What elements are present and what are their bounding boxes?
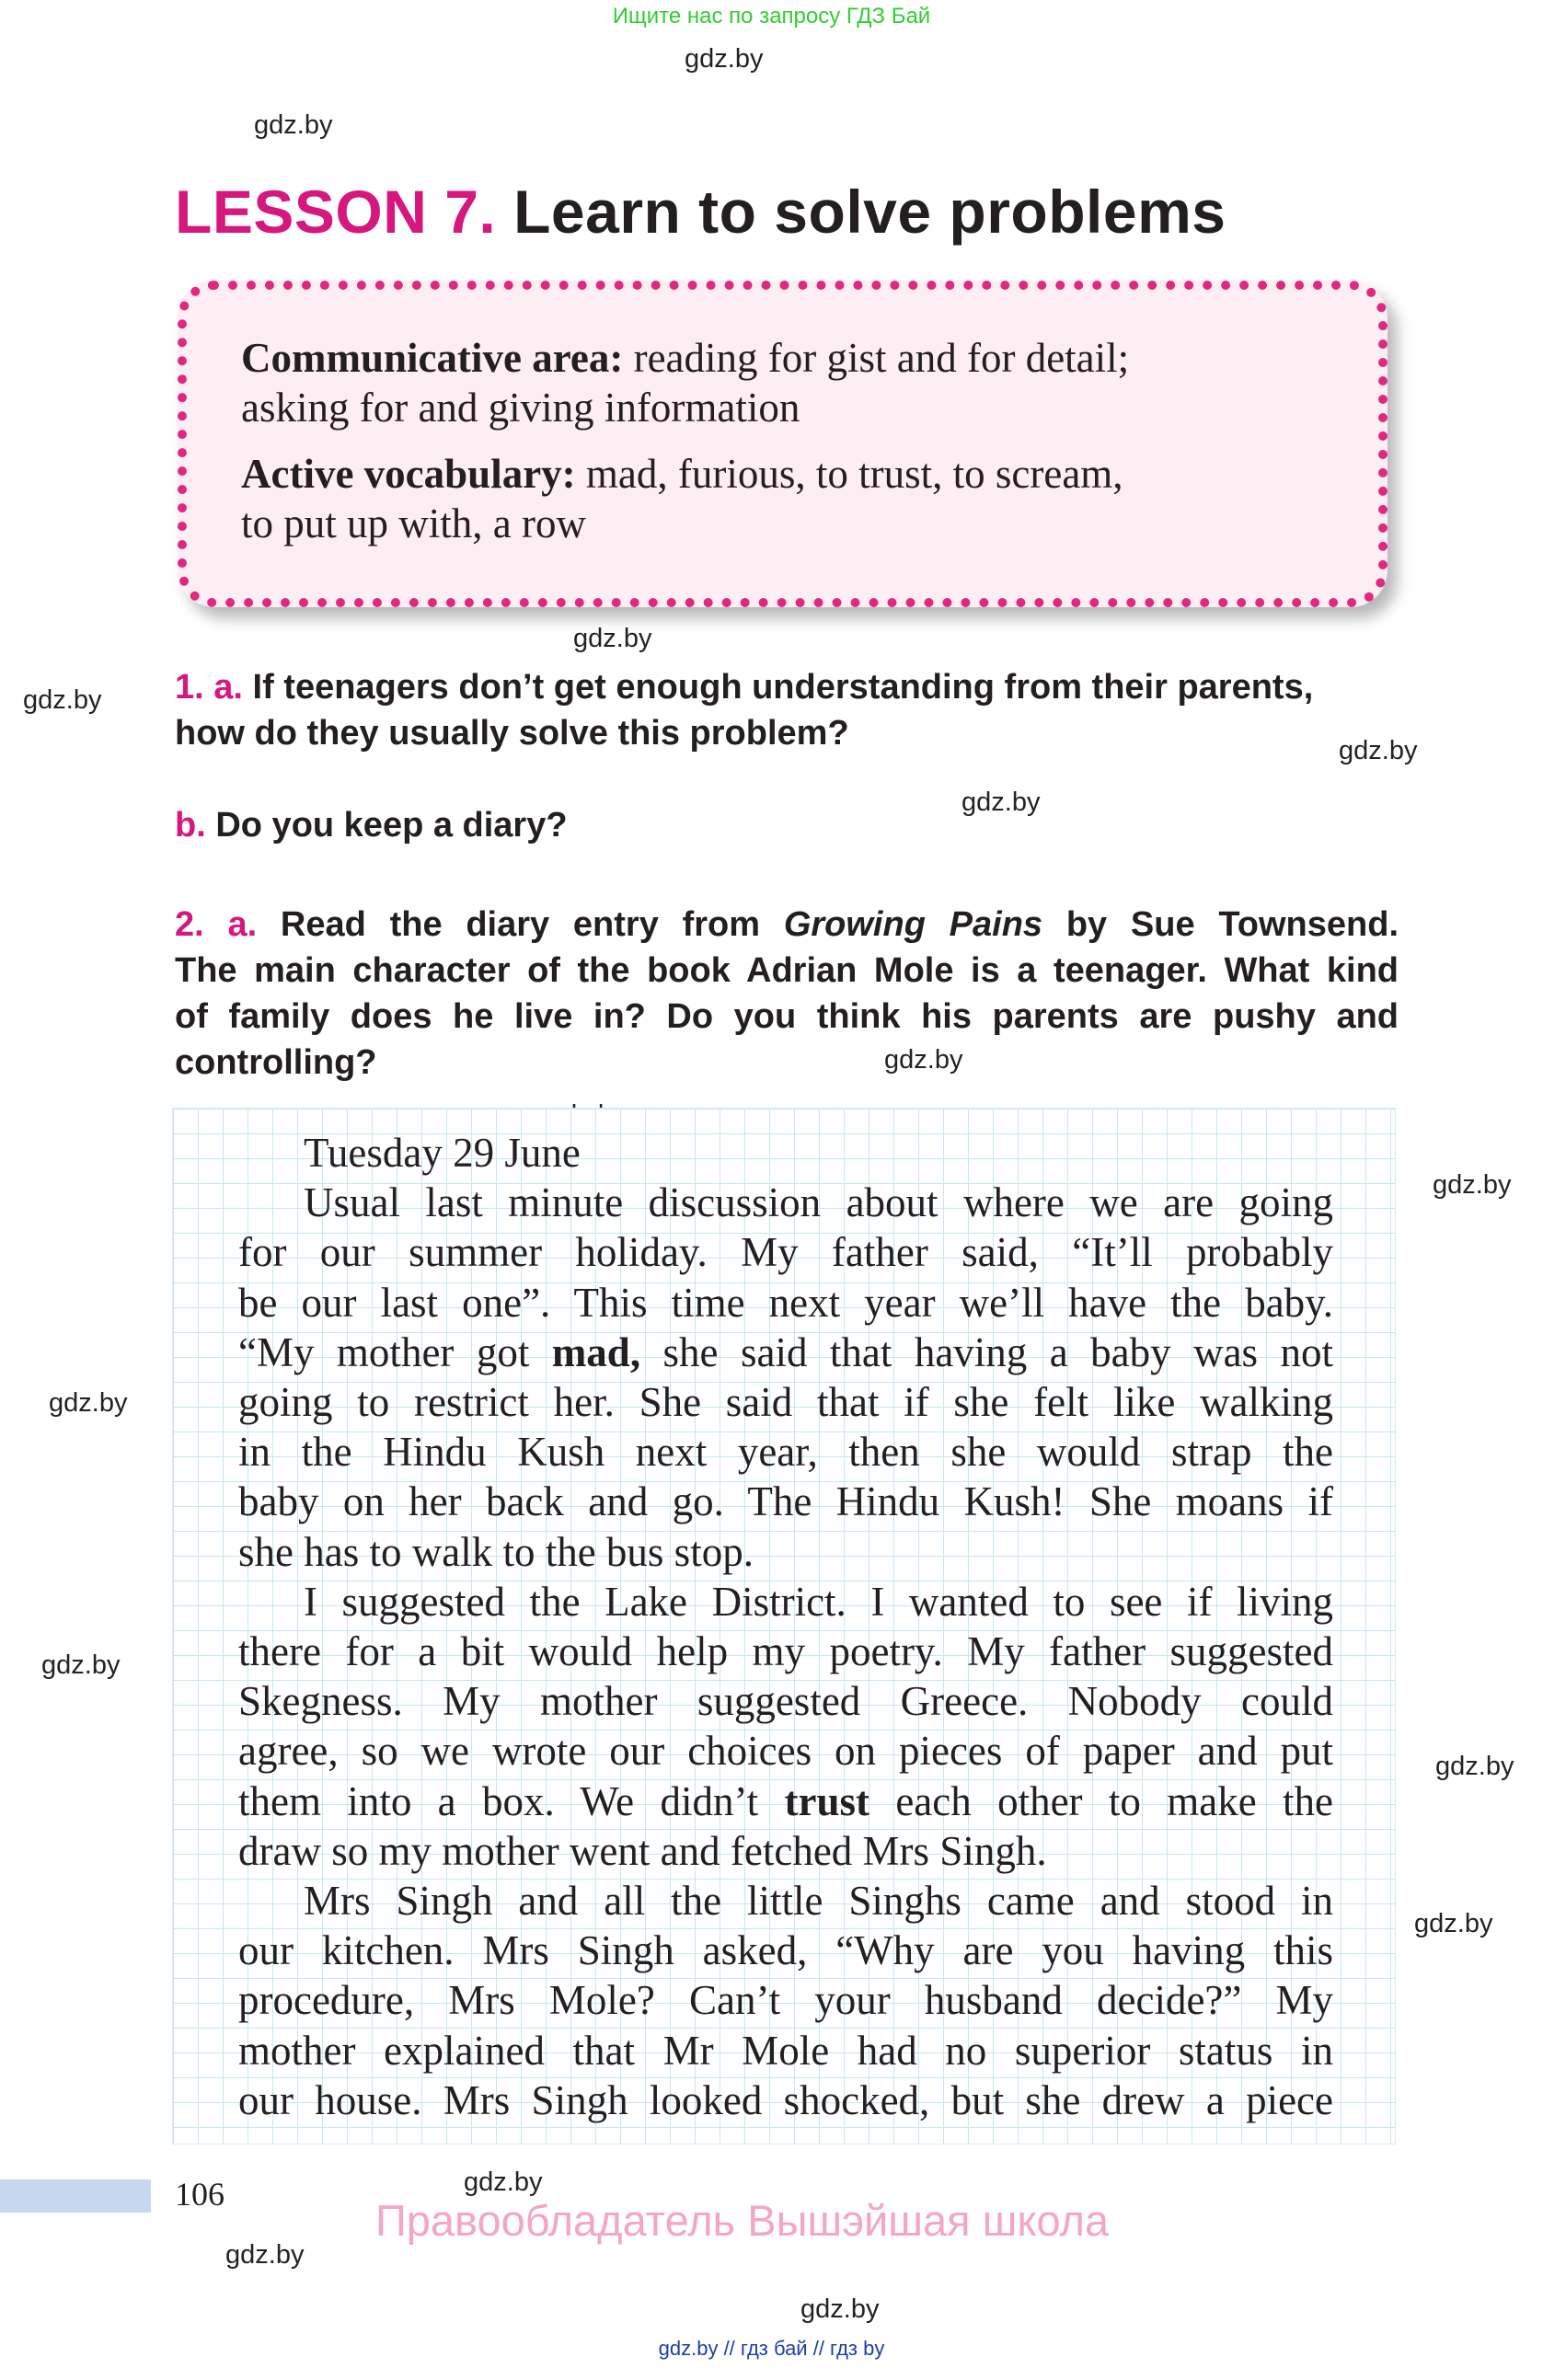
task-2a-line-2: The main character of the book Adrian Mole is a teenager. What kind: [175, 951, 1399, 990]
vocab-word-trust: trust: [784, 1777, 869, 1824]
diary-line: baby on her back and go. The Hindu Kush! She moans if: [238, 1478, 1333, 1525]
top-banner: Ищите нас по запросу ГДЗ Бай: [612, 4, 931, 29]
watermark: gdz.by: [41, 1650, 121, 1680]
watermark: gdz.by: [884, 1045, 963, 1075]
task-1a-line-2: how do they usually solve this problem?: [175, 714, 849, 753]
watermark: gdz.by: [1433, 1170, 1512, 1200]
diary-line: there for a bit would help my poetry. My father suggested: [238, 1628, 1333, 1675]
task-2a-marker: 2. a.: [175, 905, 258, 944]
task-1b-text: Do you keep a diary?: [215, 806, 568, 845]
diary-line: Usual last minute discussion about where we are going: [304, 1179, 1333, 1226]
communicative-area-text: reading for gist and for detail;: [633, 335, 1130, 381]
diary-line: agree, so we wrote our choices on pieces of paper and put: [238, 1728, 1333, 1775]
diary-line: [238, 1328, 1333, 1377]
diary-text: them into a box. We didn’t: [238, 1777, 759, 1824]
diary-line: our kitchen. Mrs Singh asked, “Why are you having this: [238, 1927, 1333, 1974]
task-2a-line-1a: Read the diary entry from: [280, 905, 761, 944]
page-color-bar: [0, 2179, 151, 2213]
watermark: gdz.by: [1414, 1909, 1493, 1938]
task-2a-line-1b: by Sue Townsend.: [1065, 905, 1399, 944]
lesson-number: LESSON 7.: [175, 178, 497, 246]
watermark: gdz.by: [225, 2240, 305, 2270]
diary-line: draw so my mother went and fetched Mrs Singh.: [238, 1827, 1047, 1874]
watermark: gdz.by: [254, 110, 333, 140]
lesson-heading: Learn to solve problems: [513, 178, 1226, 246]
diary-text: “My mother got: [238, 1328, 530, 1375]
diary-date: Tuesday 29 June: [304, 1130, 581, 1176]
task-1b-marker: b.: [175, 806, 206, 845]
diary-line: be our last one”. This time next year we’ll have the baby.: [238, 1279, 1333, 1326]
task-2a-line-4: controlling?: [175, 1043, 377, 1082]
diary-line: I suggested the Lake District. I wanted to see if living: [304, 1578, 1333, 1625]
diary-line: she has to walk to the bus stop.: [238, 1528, 754, 1575]
task-1b: [175, 802, 568, 848]
active-vocabulary-text: mad, furious, to trust, to scream,: [585, 451, 1123, 497]
watermark: gdz.by: [573, 624, 652, 653]
communicative-area: [241, 333, 1373, 432]
diary-line: mother explained that Mr Mole had no superior status in: [238, 2027, 1333, 2074]
watermark: gdz.by: [1435, 1752, 1514, 1781]
communicative-area-text-2: asking for and giving information: [241, 385, 800, 431]
diary-line: Mrs Singh and all the little Singhs came and stood in: [304, 1878, 1333, 1925]
watermark: gdz.by: [800, 2294, 880, 2324]
active-vocabulary-label: Active vocabulary:: [241, 451, 576, 497]
watermark: gdz.by: [961, 788, 1041, 817]
diary-line: going to restrict her. She said that if she felt like walking: [238, 1379, 1333, 1426]
page-number: 106: [175, 2176, 225, 2213]
diary-text: she said that having a baby was not: [662, 1328, 1334, 1375]
diary-line: Skegness. My mother suggested Greece. Nobody could: [238, 1678, 1333, 1725]
diary-line: for our summer holiday. My father said, “It’ll probably: [238, 1229, 1333, 1276]
watermark: gdz.by: [685, 44, 764, 74]
diary-line: procedure, Mrs Mole? Can’t your husband decide?” My: [238, 1977, 1333, 2024]
active-vocabulary-text-2: to put up with, a row: [241, 500, 586, 546]
lesson-title: [175, 177, 1226, 247]
vocab-word-mad: mad,: [551, 1328, 641, 1375]
watermark: gdz.by: [49, 1388, 128, 1418]
info-box: [178, 281, 1388, 607]
diary-entry: [238, 1128, 1333, 2125]
copyright-notice: Правообладатель Вышэйшая школа: [375, 2196, 1110, 2245]
diary-line: our house. Mrs Singh looked shocked, but she drew a piece: [238, 2076, 1333, 2123]
watermark: gdz.by: [1339, 736, 1418, 765]
watermark: gdz.by: [464, 2167, 543, 2197]
task-2a: [175, 902, 1399, 1086]
watermark: gdz.by: [23, 685, 102, 715]
diary-text: each other to make the: [895, 1777, 1333, 1824]
task-2a-line-3: of family does he live in? Do you think his parents are pushy and: [175, 997, 1399, 1036]
book-title: Growing Pains: [783, 905, 1043, 944]
communicative-area-label: Communicative area:: [241, 335, 624, 381]
active-vocabulary: [241, 449, 1373, 548]
diary-line: in the Hindu Kush next year, then she would strap the: [238, 1429, 1333, 1476]
task-1a: [175, 664, 1399, 756]
diary-line: [238, 1776, 1333, 1826]
footer-links[interactable]: gdz.by // гдз бай // гдз by: [658, 2337, 885, 2360]
task-1a-marker: 1. a.: [175, 668, 243, 707]
task-1a-line-1: If teenagers don’t get enough understanding from their parents,: [252, 668, 1314, 707]
